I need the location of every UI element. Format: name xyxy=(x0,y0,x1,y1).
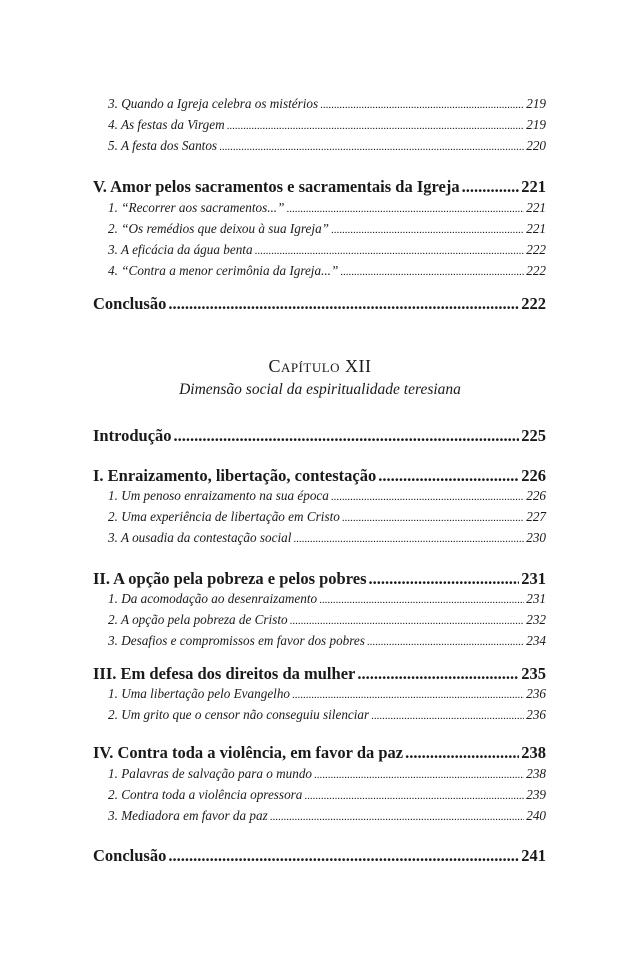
leader-dots xyxy=(369,569,520,589)
toc-section-entry[interactable] xyxy=(93,569,546,589)
entry-page: 238 xyxy=(526,766,546,781)
toc-subentry[interactable] xyxy=(108,96,546,112)
chapter-subtitle: Dimensão social da espiritualidade teresiana xyxy=(179,381,461,398)
leader-dots xyxy=(331,221,524,237)
toc-subentry[interactable] xyxy=(108,509,546,525)
entry-label: Introdução xyxy=(93,426,172,445)
toc-subentry[interactable] xyxy=(108,707,546,723)
leader-dots xyxy=(371,707,524,723)
entry-label: 4. “Contra a menor cerimônia da Igreja...” xyxy=(108,263,339,278)
entry-page: 226 xyxy=(526,488,546,503)
section-title: IV. Contra toda a violência, em favor da paz xyxy=(93,743,404,762)
entry-label: 2. A opção pela pobreza de Cristo xyxy=(108,612,288,627)
entry-label: 2. Um grito que o censor não conseguiu silenciar xyxy=(108,707,370,722)
toc-subentry[interactable] xyxy=(108,138,546,154)
entry-page: 222 xyxy=(526,263,546,278)
entry-label: 3. Mediadora em favor da paz xyxy=(108,808,268,823)
leader-dots xyxy=(255,242,525,258)
entry-label: 2. Contra toda a violência opressora xyxy=(108,787,303,802)
leader-dots xyxy=(270,808,525,824)
leader-dots xyxy=(168,294,519,314)
entry-label: Conclusão xyxy=(93,294,167,313)
toc-section-entry[interactable] xyxy=(93,743,546,763)
chapter-title: Capítulo XII xyxy=(268,356,372,376)
leader-dots xyxy=(367,633,524,649)
section-title: II. A opção pela pobreza e pelos pobres xyxy=(93,569,367,588)
toc-subentry[interactable] xyxy=(108,787,546,803)
section-page: 221 xyxy=(521,177,546,196)
entry-page: 236 xyxy=(526,707,546,722)
entry-page: 219 xyxy=(526,117,546,132)
leader-dots xyxy=(174,426,520,446)
leader-dots xyxy=(290,612,525,628)
entry-label: 1. Uma libertação pelo Evangelho xyxy=(108,686,291,701)
leader-dots xyxy=(314,766,524,782)
section-page: 231 xyxy=(521,569,546,588)
leader-dots xyxy=(320,96,524,112)
toc-subentry[interactable] xyxy=(108,808,546,824)
section-title: III. Em defesa dos direitos da mulher xyxy=(93,664,356,683)
entry-page: 240 xyxy=(526,808,546,823)
leader-dots xyxy=(168,846,519,866)
section-page: 238 xyxy=(521,743,546,762)
entry-page: 231 xyxy=(526,591,546,606)
entry-page: 241 xyxy=(521,846,546,865)
toc-subentry[interactable] xyxy=(108,633,546,649)
entry-page: 222 xyxy=(521,294,546,313)
entry-page: 230 xyxy=(526,530,546,545)
toc-subentry[interactable] xyxy=(108,488,546,504)
toc-subentry[interactable] xyxy=(108,221,546,237)
toc-subentry[interactable] xyxy=(108,591,546,607)
entry-label: 4. As festas da Virgem xyxy=(108,117,225,132)
toc-section-entry[interactable] xyxy=(93,664,546,684)
toc-conclusion-entry[interactable] xyxy=(93,294,546,314)
toc-section-entry[interactable] xyxy=(93,177,546,197)
entry-page: 234 xyxy=(526,633,546,648)
toc-subentry[interactable] xyxy=(108,200,546,216)
entry-page: 227 xyxy=(526,509,546,524)
entry-page: 221 xyxy=(526,200,546,215)
section-page: 226 xyxy=(521,466,546,485)
entry-page: 219 xyxy=(526,96,546,111)
entry-label: 5. A festa dos Santos xyxy=(108,138,218,153)
entry-page: 239 xyxy=(526,787,546,802)
section-page: 235 xyxy=(521,664,546,683)
entry-label: 1. Da acomodação ao desenraizamento xyxy=(108,591,318,606)
entry-label: Conclusão xyxy=(93,846,167,865)
toc-section-entry[interactable] xyxy=(93,466,546,486)
leader-dots xyxy=(340,263,524,279)
leader-dots xyxy=(319,591,524,607)
toc-subentry[interactable] xyxy=(108,242,546,258)
entry-label: 3. A ousadia da contestação social xyxy=(108,530,292,545)
leader-dots xyxy=(227,117,525,133)
leader-dots xyxy=(357,664,519,684)
toc-introduction-entry[interactable] xyxy=(93,426,546,446)
entry-page: 222 xyxy=(526,242,546,257)
leader-dots xyxy=(342,509,524,525)
entry-page: 236 xyxy=(526,686,546,701)
leader-dots xyxy=(293,530,524,546)
section-title: I. Enraizamento, libertação, contestação xyxy=(93,466,377,485)
toc-subentry[interactable] xyxy=(108,686,546,702)
toc-subentry[interactable] xyxy=(108,530,546,546)
leader-dots xyxy=(292,686,524,702)
entry-label: 2. Uma experiência de libertação em Cristo xyxy=(108,509,340,524)
entry-label: 3. Quando a Igreja celebra os mistérios xyxy=(108,96,319,111)
entry-page: 220 xyxy=(526,138,546,153)
leader-dots xyxy=(462,177,520,197)
entry-label: 3. A eficácia da água benta xyxy=(108,242,253,257)
entry-label: 3. Desafios e compromissos em favor dos pobres xyxy=(108,633,365,648)
toc-subentry[interactable] xyxy=(108,766,546,782)
toc-subentry[interactable] xyxy=(108,263,546,279)
leader-dots xyxy=(286,200,524,216)
toc-subentry[interactable] xyxy=(108,612,546,628)
toc-conclusion-entry[interactable] xyxy=(93,846,546,866)
entry-label: 2. “Os remédios que deixou à sua Igreja” xyxy=(108,221,329,236)
leader-dots xyxy=(219,138,524,154)
entry-page: 232 xyxy=(526,612,546,627)
toc-subentry[interactable] xyxy=(108,117,546,133)
entry-label: 1. Um penoso enraizamento na sua época xyxy=(108,488,329,503)
leader-dots xyxy=(405,743,519,763)
section-title: V. Amor pelos sacramentos e sacramentais da Igreja xyxy=(93,177,460,196)
leader-dots xyxy=(304,787,524,803)
leader-dots xyxy=(331,488,524,504)
leader-dots xyxy=(378,466,519,486)
entry-label: 1. “Recorrer aos sacramentos...” xyxy=(108,200,285,215)
entry-page: 221 xyxy=(526,221,546,236)
entry-page: 225 xyxy=(521,426,546,445)
entry-label: 1. Palavras de salvação para o mundo xyxy=(108,766,313,781)
